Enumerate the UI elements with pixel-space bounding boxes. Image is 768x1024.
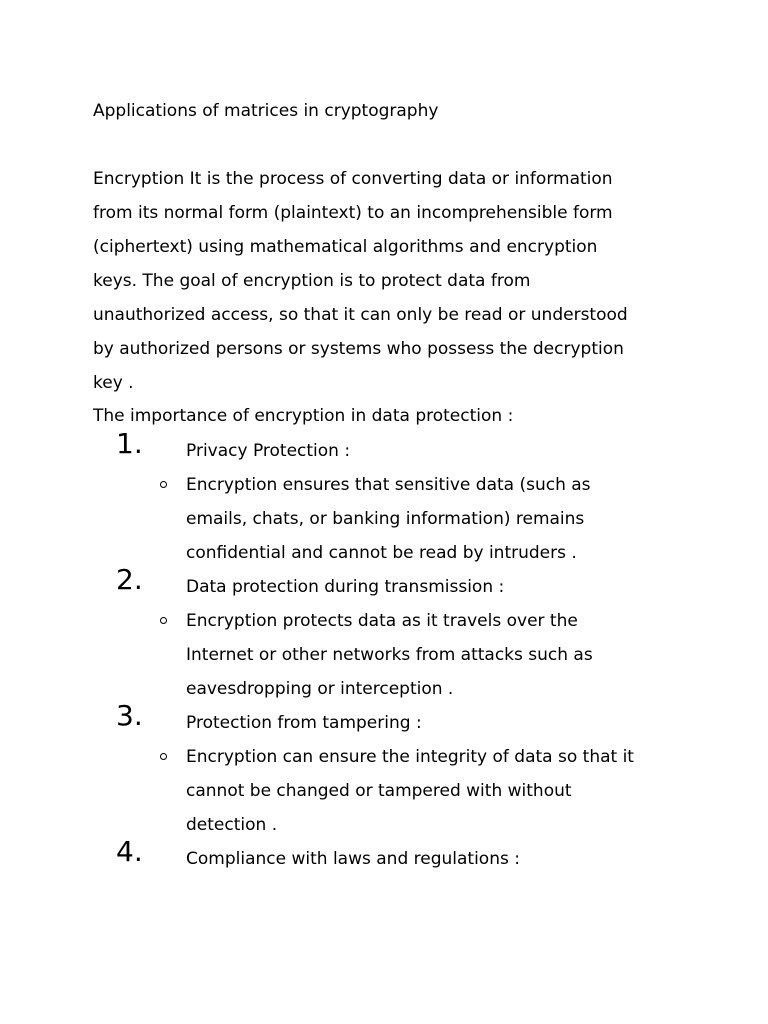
item-number: 1.	[116, 427, 143, 460]
item-heading: Privacy Protection :	[186, 441, 351, 461]
paragraph-line: key .	[93, 373, 134, 393]
item-heading: Data protection during transmission :	[186, 577, 505, 597]
item-number: 2.	[116, 563, 143, 596]
paragraph-line: (ciphertext) using mathematical algorithms and encryption	[93, 237, 598, 257]
paragraph-line: from its normal form (plaintext) to an incomprehensible form	[93, 203, 613, 223]
item-heading: Compliance with laws and regulations :	[186, 849, 520, 869]
sub-item-line: confidential and cannot be read by intruders .	[186, 543, 577, 563]
paragraph-line: unauthorized access, so that it can only be read or understood	[93, 305, 628, 325]
item-number: 4.	[116, 835, 143, 868]
sub-item-line: emails, chats, or banking information) remains	[186, 509, 585, 529]
sub-item-line: Internet or other networks from attacks such as	[186, 645, 593, 665]
sub-item-line: detection .	[186, 815, 278, 835]
sub-item-line: Encryption ensures that sensitive data (such as	[186, 475, 591, 495]
sub-item-line: Encryption can ensure the integrity of data so that it	[186, 747, 634, 767]
sub-item-line: eavesdropping or interception .	[186, 679, 454, 699]
paragraph-line: keys. The goal of encryption is to protect data from	[93, 271, 531, 291]
bullet-icon	[160, 753, 167, 760]
paragraph-line: by authorized persons or systems who possess the decryption	[93, 339, 624, 359]
sub-item-line: cannot be changed or tampered with without	[186, 781, 572, 801]
bullet-icon	[160, 617, 167, 624]
sub-item-line: Encryption protects data as it travels over the	[186, 611, 578, 631]
item-heading: Protection from tampering :	[186, 713, 422, 733]
list-heading: The importance of encryption in data protection :	[93, 406, 514, 426]
item-number: 3.	[116, 699, 143, 732]
bullet-icon	[160, 481, 167, 488]
document-title: Applications of matrices in cryptography	[93, 101, 439, 121]
paragraph-line: Encryption It is the process of converting data or information	[93, 169, 613, 189]
